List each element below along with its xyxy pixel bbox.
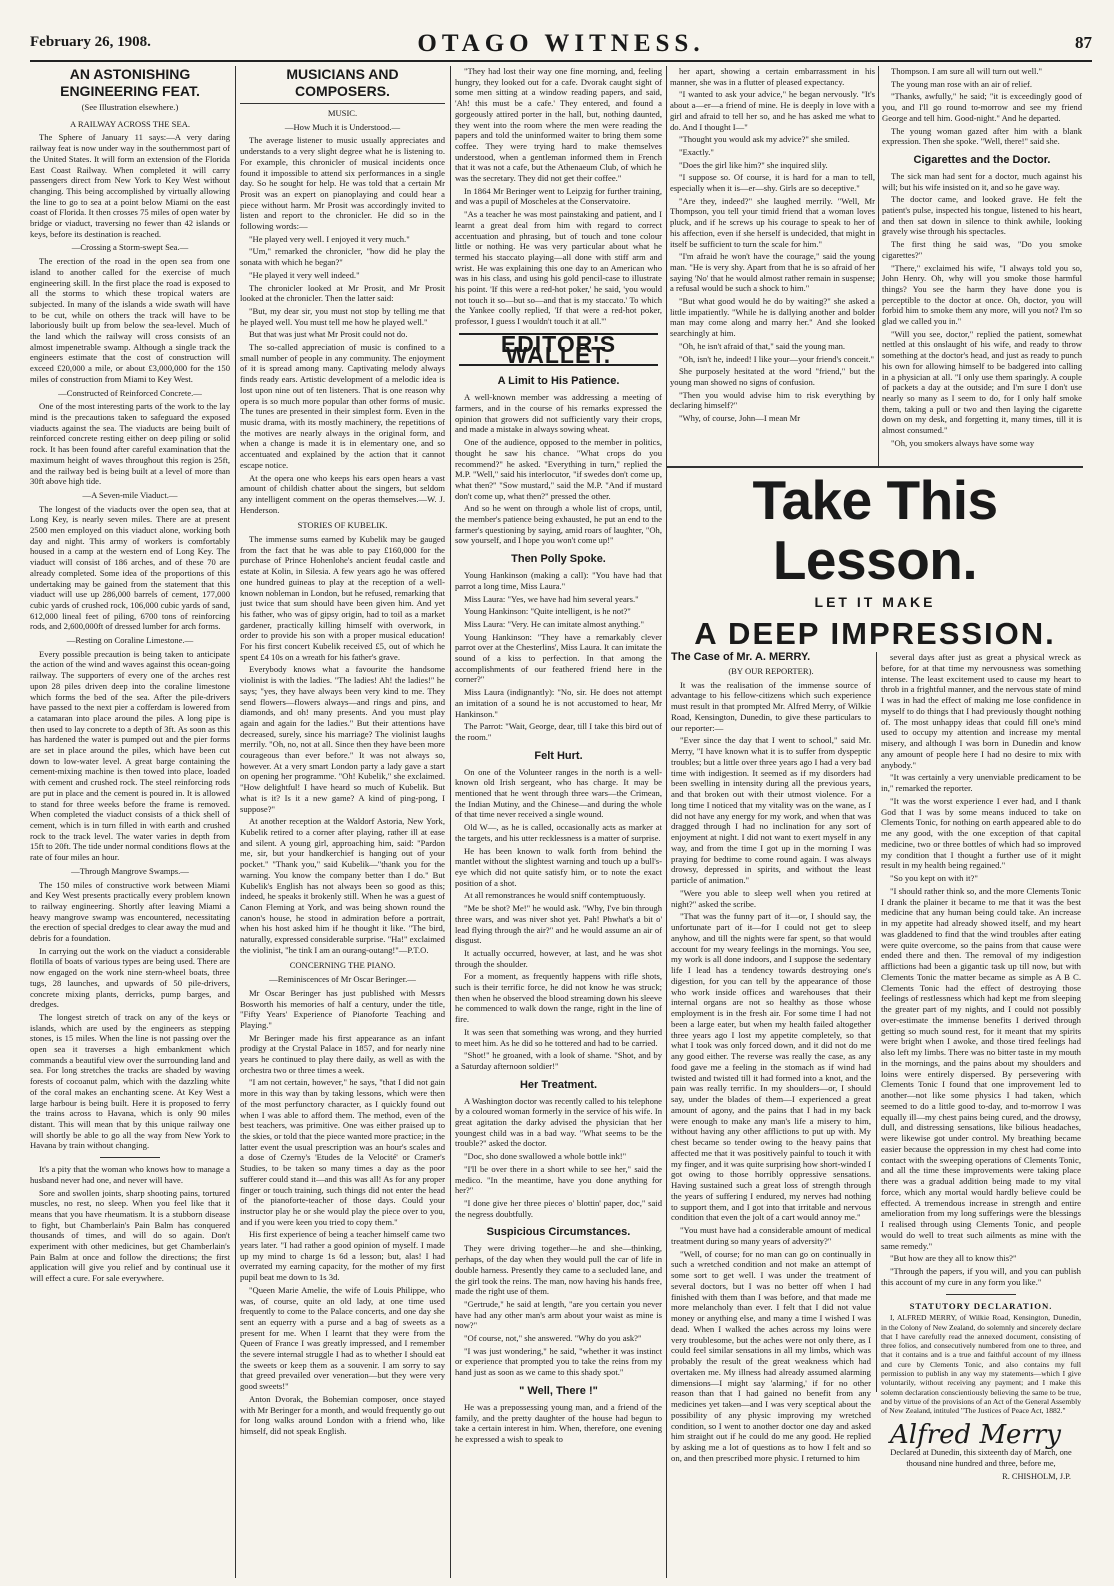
declaration-title: STATUTORY DECLARATION. — [909, 1300, 1053, 1311]
story-title: A Limit to His Patience. — [497, 375, 620, 388]
page-number: 87 — [1075, 33, 1092, 52]
paragraph: But that was just what Mr Prosit could not do. — [249, 329, 408, 340]
divider — [946, 1294, 1016, 1295]
story-title: Suspicious Circumstances. — [486, 1226, 631, 1239]
paragraph: The so-called appreciation of music is confined to a small number of people in any community. The enjoyment of it is spread among many. Captivating melody always finds ready ears. Artistic development of a melodic idea is lost upon nine out of ten listeners. That is one reason why opera is so much more popular than other forms of music. The tunes are presented in their simplest form. Even in the music drama, with its mostly machinery, the repetitions of the motives are nearly always in the original form, and when a change is made it is in elementary one, and so accentuated and explained by the action that it cannot escape notice. — [240, 342, 445, 470]
subheading: —How Much it is Understood.— — [284, 121, 401, 132]
paragraph: "Will you see, doctor," replied the patient, somewhat nettled at this onslaught of his wife, and ready to throw something at the doctor's head, and just as ready to punch his own for allowing himself to be badgered into calling in a physician at all. "I only use them sparingly. A couple of packets a day at the outside; and I'm sure I don't use nearly so many as I seem to do, for I only half smoke them, taking a pull or two and then laying the cigarette down on my desk, and forgetting it, many times, till it is almost consumed." — [882, 328, 1082, 436]
paragraph: "I should rather think so, and the more Clements Tonic I drank the plainer it became to me that it was the best medicine that any human being could take. An increase in my appetite had already showed itself, and my heart was gladdened to find that the wind troubles after eating were quite overcome, so the pains from that cause were ended there and then. The removal of my indigestion afflictions had been a gigantic task up till now, but with Clements Tonic the matter became as simple as A B C. Clements Tonic had the effect of destroying those feelings of restlessness which had kept me from sleeping the greater part of my nights, and I could not possibly over-estimate the immense benefits I derived through getting so much sound rest, for it meant that my spirits were bright when I awoke, and those tired feelings had also left my limbs. There was no bitter taste in my mouth in the mornings, and the pains about my shoulders and loins were entirely dispersed. By persevering with Clements Tonic I found that one improvement led to another—not like some physics I had taken, which seemed to do a little good to-day, and to-morrow I was equally ill—my chest pains being cured, and the drowsy, dull, and distressing sensations, like bilious headaches, were likewise got under control. My breathing became easier because the oppression in my chest had come into contact with the sweeping operations of Clements Tonic, and all the time these improvements were taking place there was a gradual addition being made to my vital force, which any mortal would hardly believe could be effected. A tremendous increase in strength and entire amelioration from my long sufferings were the blessings I realised through using Clements Tonic, and people would do well to treat such ailments as mine with the same remedy." — [881, 885, 1081, 1251]
story-title: Cigarettes and the Doctor. — [913, 153, 1051, 166]
column-5 — [882, 66, 1082, 468]
story-title: Her Treatment. — [519, 1078, 598, 1091]
story-title: Then Polly Spoke. — [511, 553, 606, 566]
filler-paragraph: It's a pity that the woman who knows how to manage a husband never had one, and never will have. — [30, 1164, 230, 1185]
paragraph: "Gertrude," he said at length, "are you certain you never have had any other man's arm about your waist as mine is now?" — [455, 1298, 662, 1331]
paragraph: At the opera one who keeps his ears open hears a vast amount of childish chatter about the singers, but seldom any intelligent comment on the operas themselves.—W. J. Henderson. — [240, 472, 445, 515]
story-title: Felt Hurt. — [534, 749, 583, 762]
paragraph: One of the most interesting parts of the work to the lay mind is the precautions taken to safeguard the exposed viaducts against the sea. The viaducts are being built of reinforced concrete resting either on deep piling or solid rock. It has been found after careful examination that the maximum height of waves throughout this region is 25ft, and the railway bed is being built at a level of more than 30ft above high tide. — [30, 401, 230, 487]
paragraph: In carrying out the work on the viaduct a considerable flotilla of boats of various types are being used. There are now engaged on the work nine stern-wheel boats, three tugs, 28 launches, and upwards of 50 pile-drivers, concrete mixing plants, derricks, pump barges, and dredges. — [30, 945, 230, 1010]
section-banner: EDITOR'S WALLET. — [459, 333, 658, 366]
paragraph: At another reception at the Waldorf Astoria, New York, Kubelik retired to a corner after playing, rather ill at ease and silent. A young girl, approaching him, said: "Pardon me, sir, but your handkerchief is hanging out of your pocket." "Thank you," said Kubelik—"thank you for the warning. You know the company better than I do." But Kubelik's English has not always been so good as this; indeed, he speaks it brokenly still. When he was a guest of Canon Fleming at York, and was being shown round the canon's house, he stood in admiration before a portrait, when his host asked him if he thought it like. "The bird, naturally, expressed considerable surprise. "Ha!" exclaimed the violinist, "he tink I am an ourang-outang!"—P.T.O. — [240, 816, 445, 955]
paragraph: "Thought you would ask my advice?" she smiled. — [679, 134, 850, 145]
paragraph: Old W—, as he is called, occasionally acts as marker at the targets, and his utter recklessness is a matter of surprise. — [455, 822, 662, 843]
subheading: —Resting on Coraline Limestone.— — [66, 635, 194, 646]
advertisement-paragraph: Sore and swollen joints, sharp shooting pains, tortured muscles, no rest, no sleep. When you feel like that it means that you have rheumatism. It is a stubborn disease to fight, but Chamberlain's Pain Balm has conquered thousands of times, and will do so again. Don't experiment with other medicines, but get Chamberlain's Pain Balm at once and follow the directions; the first application will give you relief and by continual use it will effect a cure. For sale everywhere. — [30, 1187, 230, 1284]
paragraph: His first experience of being a teacher himself came two years later. "I had rather a good opinion of myself. I made up my mind to charge 1s 6d a lesson; but, alas! I had overrated my earning capacity, for the mother of my first pupil beat me down to 1s 3d. — [240, 1229, 445, 1283]
justice-name: R. CHISHOLM, J.P. — [1002, 1471, 1071, 1481]
column-1 — [30, 66, 230, 1578]
paragraph: On one of the Volunteer ranges in the north is a well-known old Irish sergeant, who has charge. It may be mentioned that he went through three wars—the Crimean, the Indian Mutiny, and the Chinese—and during the whole of that time never received a single wound. — [455, 766, 662, 820]
paragraph: "I was just wondering," he said, "whether it was instinct or experience that prompted you to take the reins from my hand just as soon as we came to this shady spot." — [455, 1345, 662, 1378]
paragraph: One of the audience, opposed to the member in politics, thought he saw his chance. "What crops do you recommend?" he asked. "Everything in turn," replied the M.P. "Well," said his interlocutor, "if swedes don't come up, what then?" "Sow mustard," said the M.P. "And if mustard don't come up, what then?" pressed the other. — [455, 437, 662, 501]
paragraph: "He played very well. I enjoyed it very much." — [249, 233, 410, 244]
column-rule — [235, 66, 236, 1578]
paragraph: Thompson. I am sure all will turn out well." — [891, 66, 1043, 76]
column-4 — [670, 66, 875, 468]
paragraph: It actually occurred, however, at last, and he was shot through the shoulder. — [455, 947, 662, 969]
paragraph: Everybody knows what a favourite the handsome violinist is with the ladies. "The ladies! Ah! the ladies!" he says; "yes, they have always been very kind to me. They send flowers—flowers always—and rings and pins, and diamonds, and oh! many presents. And you must play again and again for the ladies." But their attentions have decreased, surely, since his marriage? The violinist laughs merrily. "Oh, no, not at all. Since then they have been more courageous than ever before." It was not always so, however. At a very smart London party a lady gave a start on opening her programme. "Oh! Kubelik," she exclaimed. "How delightful! I have heard so much of Kubelik. But what is it? Is it a new game? A kind of ping-pong, I suppose?" — [240, 664, 445, 814]
paragraph: "Doc, sho done swallowed a whole bottle ink!" — [464, 1151, 627, 1162]
ad-column-2 — [881, 652, 1081, 1572]
story-title: " Well, There !" — [519, 1384, 598, 1397]
subsection-title: STORIES OF KUBELIK. — [297, 520, 388, 531]
paragraph: "Exactly." — [679, 146, 714, 157]
paragraph: At all remonstrances he would sniff contemptuously. — [464, 890, 646, 901]
ad-headline: Take This Lesson. — [752, 469, 998, 591]
masthead — [30, 30, 1092, 62]
paragraph: "Me be shot? Me!" he would ask. "Why, I've bin through three wars, and was niver shot yet. Pah! Phwhat's a bit o' lead flying through the air?" and he would assume an air of disgust. — [455, 903, 662, 946]
paragraph: "I done give her three pieces o' blottin' paper, doc," said the negress doubtfully. — [455, 1197, 662, 1219]
divider — [100, 1157, 160, 1158]
paragraph: "Through the papers, if you will, and you can publish this account of my cure in any form you like." — [881, 1266, 1081, 1287]
paragraph: She purposely hesitated at the word "friend," but the young man showed no signs of confusion. — [670, 366, 875, 387]
subheading: —Through Mangrove Swamps.— — [71, 865, 189, 876]
paragraph: The sick man had sent for a doctor, much against his will; but his wife insisted on it, and so he gave way. — [882, 170, 1082, 192]
paragraph: Anton Dvorak, the Bohemian composer, once stayed with Mr Beringer for a month, and would frequently go out for long walks around London with a friend who, like himself, did not speak English. — [240, 1393, 445, 1436]
paragraph: Young Hankinson: "Quite intelligent, is he not?" — [464, 606, 631, 617]
paragraph: several days after just as great a physical wreck as before, for at that time my nervousness was something intense. The least excitement used to cause my heart to throb in a frightful manner, and the nervous state of mind I was in had the effect of making me lose confidence in myself to do things that I had previously thought nothing of. The most unhappy ideas that could fill one's mind used to occupy my attention and increase my mental misery, and although I was born in Dunedin and know any amount of people here I had no desire to mix with anybody." — [881, 652, 1081, 770]
paragraph: The longest stretch of track on any of the keys or islands, which are used by the engineers as stepping stones, is 15 miles. When the line is not passing over the open sea it traverses a high embankment which commands a beautiful view over the surrounding land and sea. For long stretches the tracks are shaded by waving forests of cocoanut palm, which with the dazzling white of the coral makes an enchanting scene. At Key West a large harbour is being built. Here it is proposed to ferry the trains across to Havana, which is only 90 miles distant. This will mean that by this unique railway one will shortly be able to go all the way from New York to Havana by train without changing. — [30, 1011, 230, 1151]
issue-date: February 26, 1908. — [30, 34, 151, 50]
paragraph: "That was the funny part of it—or, I should say, the unfortunate part of it—for I could not get to sleep anyhow, and till the nights were far spent, so that would account for my weary feelings in the mornings. You see, my work is all done indoors, and I suppose the sedentary life I lead has a tendency towards destroying one's digestion, for you can tell by the appearance of those who work inside offices and warehouses that their internal organs are not so healthy as those whose employment is in the fresh air. For some time I had not been a large eater, but when my health failed altogether three years ago I lost my appetite completely, so that what I took was only forced down, and it did not do me any good either. The reverse was really the case, as any food gave me a feeling in the stomach as if wind had twisted and twisted till it had formed into a knot, and the pain was really terrific. In my shoulders—or, I should say, under the blades of them—I experienced a great amount of agony, and the pains that I had in my back were enough to make any man's life a misery to him, without having any other afflictions to put up with. My chest became so tender owing to the heavy pains that affected me that it was positively painful to touch it with my finger, and it was quite surprising how short-winded I got owing to those horribly oppressive sensations. Having sustained such a great loss of strength through the years of suffering I endured, my nerves had nothing to support them, and I got into that irritable and nervous condition that even the jolt of a cart would annoy me." — [671, 911, 871, 1223]
paragraph: "Oh, you smokers always have some way — [891, 437, 1035, 448]
declaration-text: I, ALFRED MERRY, of Wilkie Road, Kensington, Dunedin, in the Colony of New Zealand, do solemnly and sincerely declare that I have carefully read the annexed document, consisting of three folios, and consecutively numbered from one to three, and that it contains and is a true and faithful account of my illness and cure by Clements Tonic, and also contains my full permission to publish in any way my statements—which I give voluntarily, without receiving any payment; and I make this solemn declaration conscientiously believing the same to be true, and by virtue of the provisions of an Act of the General Assembly of New Zealand, intituled "The Justices of Peace Act, 1882." — [881, 1313, 1081, 1416]
paragraph: "Ever since the day that I went to school," said Mr. Merry, "I have known what it is to suffer from dyspeptic troubles; but a little over three years ago I had a very bad time with indigestion. It seemed as if my disorders had been swelling in intensity during all the previous years, and that broken out with their utmost violence. For a long time I noticed that my vitality was on the wane, as I did not have any energy for my work, and when that was dragged through I had no inclination for any sort of enjoyment at night. I did not want to exert myself in any way, and from the time I got up in the morning I was praying for bedtime to come round again. I was always drowsy, depressed in spirits, and without the least particle of animation." — [671, 735, 871, 885]
subsection-title: MUSIC. — [327, 108, 358, 118]
paragraph: Mr Oscar Beringer has just published with Messrs Bosworth his memories of half a century, under the title, "Fifty Years' Experience of Pianoforte Teaching and Playing." — [240, 987, 445, 1030]
paragraph: Every possible precaution is being taken to anticipate the action of the wind and waves against this ocean-going railway. The supporters of every one of the arches rest upon 28 piles driven deep into the coraline limestone which forms the bed of the sea. After the pile-drivers have passed to the next pier a cofferdam is lowered from a catamaran into place around the piles. A long pipe is then used to lay concrete to a depth of 3ft. As soon as this has hardened the water is pumped out and the pier forms are set in place around the piles, which have been cut down to low-water level. A great barge containing the cement-mixing machine is then towed into place, loaded with cement and crushed rock. The steel reinforcing rods are put in place and the cement is poured in. It is allowed to stand for three weeks before the frame is removed. When completed the viaduct consists of a thick shell of cement, which is in turn filled in with earth and crushed rock to the track level. The water varies in depth from 15ft to 20ft. The tide under normal conditions flows at the rate of four miles an hour. — [30, 648, 230, 863]
divider — [240, 103, 445, 104]
ad-subheadline: LET IT MAKE — [814, 594, 936, 610]
paragraph: "It was certainly a very unenviable predicament to be in," remarked the reporter. — [881, 772, 1081, 793]
paragraph: "So you kept on with it?" — [890, 873, 978, 883]
paragraph: "You must have had a considerable amount of medical treatment during so many years of adversity?" — [671, 1225, 871, 1246]
paragraph: "They had lost their way one fine morning, and, feeling hungry, they looked out for a cafe. Dvorak caught sight of some men sitting at a window reading papers, and said, 'Ah! this must be a cafe.' They entered, and found a gorgeously attired porter in the hall, but, nothing daunted, they went into the room where the men were reading the papers and told the uninformed waiter to bring them some coffee. They were trying hard to make themselves understood, when a gentleman informed them in French that it was not a cafe, but the Athenaeum Club, of which he was the secretary. They did not get their coffee." — [455, 66, 662, 184]
paragraph: "Queen Marie Amelie, the wife of Louis Philippe, who was, of course, quite an old lady, at one time used frequently to come to the Palace concerts, and one day she sent an equerry with a purse and a bag of sweets as a present for me. When I learnt that they were from the Queen of France I was greatly impressed, and I remember the severe internal struggle I had as to whether I should eat the sweets or keep them as a souvenir. I am sorry to say that greed prevailed over veneration—but they were very good sweets!" — [240, 1284, 445, 1392]
paragraph: "Um," remarked the chronicler, "how did he play the sonata with which he began?" — [240, 246, 445, 268]
paragraph: The immense sums earned by Kubelik may be gauged from the fact that he was able to pay £160,000 for the purchase of Prince Hohenlohe's ancient feudal castle and estate at Kolin, in Silesia. A few years ago he was offered one hundred guineas to play at the reception of a well-known nobleman in London, but he refused, remarking that just twice that sum should have been given him. And yet his father, who was of gipsy origin, had to toil as a market gardener, practically killing himself with overwork, in order to provide his son with a proper musical education! For his first concert Kubelik received £5, out of which he spent £4 10s on a wreath for his father's grave. — [240, 534, 445, 662]
paragraph: Mr Beringer made his first appearance as an infant prodigy at the Crystal Palace in 1857, and for nearly nine years he continued to play there daily, as well as with the orchestra two or three times a week. — [240, 1032, 445, 1075]
paragraph: For a moment, as frequently happens with rifle shots, such is their terrific force, he did not know he was struck; then when he observed the blood streaming down his sleeve he commenced to walk down the range, right in the line of fire. — [455, 971, 662, 1025]
paragraph: "Well, of course; for no man can go on continually in such a wretched condition and not make an attempt of some sort to get well. I was under the treatment of several doctors, but I was no better off when I had finished with them than I was before, and that made me more melancholy than ever. I felt that I did not value money or anything else, and many a time I wished I was dead. When I walked the aches across my loins were very troublesome, but the aches were not only there, as I could feel similar sensations in all my limbs, which was probably the result of the great weakness which had overtaken me. My illness had already assumed alarming dimensions—I might say 'alarming,' if for no other reason than that I had gained no benefit from any medicines yet taken—and I was very sceptical about the possibility of any physic improving my wretched condition, so I went to another doctor one day and asked him straight out if he could do me any good. He replied by asking me a lot of questions as to how I felt and so on, and then prescribed more physic. I returned to him — [671, 1248, 871, 1463]
newspaper-title: OTAGO WITNESS. — [417, 30, 705, 57]
paragraph: Miss Laura: "Very. He can imitate almost anything." — [464, 618, 644, 629]
paragraph: The erection of the road in the open sea from one island to another called for the exercise of much engineering skill. In the first place the road is exposed to all the storms to which these tropical waters are subjected. In many of the islands a wide swath will have to be cut, while on others the track will have to be laboriously built up from below the sea-level. Much of the land which the railway will cross consists of an almost impenetrable swamp. Although a single track the engineers estimate that the cost of construction will exceed £20,000 a mile, or about £3,000,000 for the 150 miles of construction from Miami to Key West. — [30, 256, 230, 384]
paragraph: He has been known to walk forth from behind the mantlet without the slightest warning and touch up a bull's-eye which did not quite satisfy him, or to note the exact position of a shot. — [455, 845, 662, 888]
signature: Alfred Merry — [890, 1419, 1061, 1450]
paragraph: "But what good would he do by waiting?" she asked a little impatiently. "While he is dallying another and bolder man may come along and marry her." And she looked searchingly at him. — [670, 296, 875, 339]
section-title: MUSICIANS AND COMPOSERS. — [286, 66, 399, 99]
paragraph: He was a prepossessing young man, and a friend of the family, and the pretty daughter of the house had begun to take a certain interest in him. When, therefore, one evening he expressed a wish to speak to — [455, 1401, 662, 1444]
column-3 — [455, 66, 662, 1578]
paragraph: The young man rose with an air of relief. — [891, 78, 1033, 89]
paragraph: The doctor came, and looked grave. He felt the patient's pulse, inspected his tongue, listened to his heart, and then sat down in silence to think awhile, looking gravely wise through his spectacles. — [882, 194, 1082, 237]
paragraph: The chronicler looked at Mr Prosit, and Mr Prosit looked at the chronicler. Then the latter said: — [240, 282, 445, 304]
paragraph: "I'll be over there in a short while to see her," said the medico. "In the meantime, have you done anything for her?" — [455, 1163, 662, 1196]
paragraph: "Shot!" he groaned, with a look of shame. "Shot, and by a Saturday afternoon soldier!" — [455, 1050, 662, 1071]
paragraph: "Were you able to sleep well when you retired at night?" asked the scribe. — [671, 887, 871, 909]
ad-case-title: The Case of Mr. A. MERRY. — [671, 652, 811, 663]
byline: (BY OUR REPORTER). — [728, 665, 814, 676]
paragraph: In 1864 Mr Beringer went to Leipzig for further training, and was a pupil of Moscheles at the Conservatoire. — [455, 185, 662, 207]
column-rule — [878, 66, 879, 468]
paragraph: The 150 miles of constructive work between Miami and Key West presents practically every problem known to railway engineering. Shortly after leaving Miami a heavy mangrove swamp was encountered, necessitating the erection of special dredges to clear away the mud and debris for a foundation. — [30, 879, 230, 944]
column-rule — [450, 66, 451, 1578]
subheading: —A Seven-mile Viaduct.— — [82, 489, 178, 500]
paragraph: "There," exclaimed his wife, "I always told you so, John Henry. Oh, why will you smoke those harmful things? You see the harm they have done you is perceptible to the doctor at once. Oh, doctor, you will forbid him to smoke them any more, will you not? I'm so glad we called you in." — [882, 262, 1082, 327]
ad-tagline: A DEEP IMPRESSION. — [694, 616, 1056, 651]
ad-column-1 — [671, 652, 871, 1572]
paragraph: "But how are they all to know this?" — [890, 1253, 1017, 1264]
paragraph: "Then you would advise him to risk everything by declaring himself?" — [670, 389, 875, 411]
paragraph: "It was the worst experience I ever had, and I thank God that I was by some means induced to take on Clements Tonic, for nothing on earth appeared able to do me any good, with the one exception of that capital medicine, two or three bottles of which had so improved my condition that I thought a further use of it might result in my health being regained." — [881, 795, 1081, 871]
subsection-title: CONCERNING THE PIANO. — [289, 960, 396, 971]
declared-at: Declared at Dunedin, this sixteenth day of March, one thousand nine hundred and three, before me, — [890, 1448, 1072, 1469]
paragraph: Miss Laura (indignantly): "No, sir. He does not attempt an imitation of a sound he is not accustomed to hear, Mr Hankinson." — [455, 687, 662, 719]
paragraph: The Parrot: "Wait, George, dear, till I take this bird out of the room." — [455, 721, 662, 742]
paragraph: Young Hankinson (making a call): "You have had that parrot a long time, Miss Laura." — [455, 570, 662, 591]
subheading: —Constructed of Reinforced Concrete.— — [58, 387, 202, 398]
paragraph: Miss Laura: "Yes, we have had him several years." — [464, 593, 639, 604]
paragraph: her apart, showing a certain embarrassment in his manner, she was in a flutter of pleased expectancy. — [670, 66, 875, 87]
paragraph: The average listener to music usually appreciates and understands to a very slight degree what he is listening to. For example, this chronicler of musical incidents once found it impossible to attend six performances in a single day. So he sought for help. He was told that a certain Mr Prosit was an expert on pianoplaying and could hear a piece without harm. Mr Prosit was accordingly invited to listen and report to the chronicler. He did so in the following words:— — [240, 135, 445, 232]
paragraph: The young woman gazed after him with a blank expression. Then she spoke. "Well, there!" said she. — [882, 125, 1082, 147]
paragraph: It was seen that something was wrong, and they hurried to meet him. As he did so he tottered and had to be carried. — [455, 1026, 662, 1048]
advertisement — [667, 470, 1083, 1578]
paragraph: "I suppose so. Of course, it is hard for a man to tell, especially when it is—er—shy. Girls are so deceptive." — [670, 172, 875, 194]
paragraph: "Oh, he isn't afraid of that," said the young man. — [679, 340, 846, 351]
paragraph: "I'm afraid he won't have the courage," said the young man. "He is very shy. Apart from that he is so afraid of her saying 'No' that he would almost rather remain in suspense; a refusal would be such a shock to him." — [670, 251, 875, 294]
paragraph: "As a teacher he was most painstaking and patient, and I learnt a great deal from him with regard to correct accentuation and phrasing, but of touch and tone colour little or nothing. He was very particular about what he termed his staccato playing—all done with stiff arm and wrist. He was explaining this one day to an American who was in his class, and using his gold pencil-case to illustrate his point. 'If this were a red-hot poker,' he said, 'you would not touch it so—but so—and that is my staccato.' To which the Yankee coolly replied, 'If that were a red-hot poker, professor, I guess I wouldn't touch it at all.'" — [455, 209, 662, 327]
subheading: —Reminiscences of Mr Oscar Beringer.— — [269, 974, 416, 985]
paragraph: "He played it very well indeed." — [249, 269, 360, 280]
paragraph: "Thanks, awfully," he said; "it is exceedingly good of you, and I'll go round to-morrow and see my friend George and tell him. Good-night." And he departed. — [882, 91, 1082, 123]
illustration-note: (See Illustration elsewhere.) — [81, 102, 179, 112]
paragraph: They were driving together—he and she—thinking, perhaps, of the day when they would pull the car of life in double harness. Presently they came to a secluded lane, and the girl took the reins. The man, now having his hands free, made the right use of them. — [455, 1243, 662, 1297]
paragraph: The Sphere of January 11 says:—A very daring railway feat is now under way in the southernmost part of the United States. It will form an extension of the Florida East Coast Railway. When completed it will carry passengers direct from New York to Key West without changing. This being accomplished by virtually allowing the line to go to sea at a point below Miami on the east coast of Florida. It then crosses 75 miles of open water by bridge or viaduct, traversing no fewer than 42 islands or keys, before its destination is reached. — [30, 132, 230, 239]
paragraph: "But, my dear sir, you must not stop by telling me that he played well. You must tell me how he played well." — [240, 305, 445, 327]
subheading: —Crossing a Storm-swept Sea.— — [71, 242, 189, 253]
article-title: AN ASTONISHING ENGINEERING FEAT. — [60, 66, 200, 99]
paragraph: "Are they, indeed?" she laughed merrily. "Well, Mr Thompson, you tell your timid friend that a woman loves pluck, and if he screws up his courage to speak to her of his affection, even if she herself is undecided, that might in itself be sufficient to turn the scale for him." — [670, 195, 875, 249]
paragraph: "I wanted to ask your advice," he began nervously. "It's about a—er—a friend of mine. He is deeply in love with a girl and afraid to tell her so, and he has asked me what to do. And I thought I—" — [670, 89, 875, 132]
paragraph: "Does the girl like him?" she inquired slily. — [679, 159, 828, 170]
paragraph: The first thing he said was, "Do you smoke cigarettes?" — [882, 239, 1082, 260]
paragraph: A Washington doctor was recently called to his telephone by a coloured woman formerly in the service of his wife. In great agitation the darky advised the physician that her youngest child was in a bad way. "What seems to be the trouble?" asked the doctor. — [455, 1095, 662, 1149]
paragraph: Young Hankinson: "They have a remarkably clever parrot over at the Chesterlins', Miss Laura. It can imitate the sound of a kiss to perfection. In that among the accomplishments of our feathered friend here in the corner?" — [455, 631, 662, 685]
paragraph: A well-known member was addressing a meeting of farmers, and in the course of his remarks expressed the opinion that growers did not sufficiently vary their crops, and made a mistake in always sowing wheat. — [455, 392, 662, 435]
ad-body — [667, 652, 1083, 1572]
paragraph: It was the realisation of the immense source of advantage to his fellow-citizens which such experience must result in that prompted Mr. Alfred Merry, of Wilkie Road, Kensington, Dunedin, to give these particulars to our reporter:— — [671, 679, 871, 733]
article-kicker: A RAILWAY ACROSS THE SEA. — [69, 118, 191, 129]
paragraph: The longest of the viaducts over the open sea, that at Long Key, is nearly seven miles. There are at present 2500 men employed on this viaduct alone, working both day and night. This army of workers is comfortably housed in a camp at the western end of Long Key. The viaduct will consist of 186 arches, and of these 70 are already completed. Some idea of the proportions of this undertaking may be gained from the statement that this viaduct will use up 286,000 barrels of cement, 177,000 cubic yards of crushed rock, 106,000 cubic yards of sand, 612,000 lineal feet of piling, 6700 tons of reinforcing rods, and 2,600,000ft of dressed lumber for arch forms. — [30, 503, 230, 632]
paragraph: And so he went on through a whole list of crops, until, the member's patience being exhausted, he put an end to the farmer's questioning by saying, amid roars of laughter, "Oh, sow yourself, and I hope you won't come up!" — [455, 503, 662, 546]
paragraph: "Of course, not," she answered. "Why do you ask?" — [464, 1333, 642, 1344]
column-2 — [240, 66, 445, 1578]
paragraph: "I am not certain, however," he says, "that I did not gain more in this way than by taking lessons, which were then of the most perfunctory character, as I quickly found out when I was able to afford them. The method, even of the best teachers, was primitive. One was either praised up to the skies, or told that the piece wanted more practice; in the latter event the usual prescription was an hour's scales and a dose of Czerny's 'Etudes de la Velocité' or Cramer's Studies, to be taken so many times a day as the poor sufferer could stand it—and this was all! As for any proper finger or touch training, such things did not enter the head of the pianoforte-teacher of those days. Could your instructor play he or she would play the piece over to you, and if you were keen you tried to copy them." — [240, 1077, 445, 1227]
paragraph: "Why, of course, John—I mean Mr — [679, 413, 801, 424]
paragraph: "Oh, isn't he, indeed! I like your—your friend's conceit." — [679, 353, 875, 364]
